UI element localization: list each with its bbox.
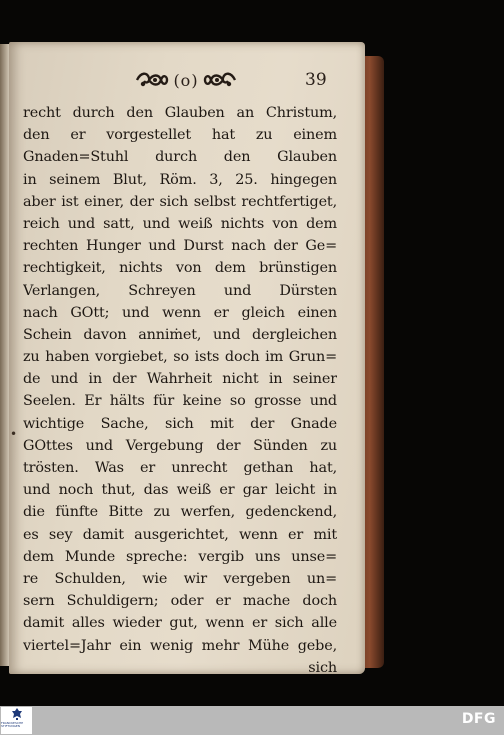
book-page (9, 42, 365, 674)
text-line: die fünfte Bitte zu werfen, gedenckend, (23, 504, 337, 521)
text-line: und noch thut, das weiß er gar leicht in (23, 482, 337, 499)
text-line: Verlangen, Schreyen und Dürsten (23, 282, 337, 299)
catchword: sich (308, 659, 337, 676)
text-line: zu haben vorgiebet, so ists doch im Grun= (23, 349, 337, 366)
text-line: dem Munde spreche: vergib uns unse= (23, 548, 337, 565)
text-line: viertel=Jahr ein wenig mehr Mühe gebe, (23, 637, 337, 654)
margin-mark: • (10, 427, 18, 441)
text-line: rechten Hunger und Durst nach der Ge= (23, 238, 337, 255)
text-line: den er vorgestellet hat zu einem (23, 127, 337, 144)
text-line: damit alles wieder gut, wenn er sich alle (23, 615, 337, 632)
logo-caption: FRANCKESCHE STIFTUNGEN (1, 721, 24, 728)
text-line: in seinem Blut, Röm. 3, 25. hingegen (23, 171, 337, 188)
text-line: wichtige Sache, sich mit der Gnade (23, 415, 337, 432)
dfg-logo[interactable]: DFG (461, 711, 496, 727)
text-line: es sey damit ausgerichtet, wenn er mit (23, 526, 337, 543)
text-line: de und in der Wahrheit nicht in seiner (23, 371, 337, 388)
text-line: aber ist einer, der sich selbst rechtfertiget, (23, 193, 337, 210)
text-line: nach GOtt; und wenn er gleich einen (23, 304, 337, 321)
body-text (23, 102, 337, 679)
text-line: Seelen. Er hälts für keine so grosse und (23, 393, 337, 410)
ornament-center-text: (o) (173, 70, 199, 90)
ornament-right-icon (203, 70, 237, 90)
text-line: sern Schuldigern; oder er mache doch (23, 593, 337, 610)
viewer-footer-bar (0, 706, 504, 735)
header-ornament (127, 68, 245, 92)
francke-foundation-logo[interactable] (1, 707, 32, 734)
text-line: rechtigkeit, nichts von dem brünstigen (23, 260, 337, 277)
crest-icon (10, 707, 24, 721)
text-line: trösten. Was er unrecht gethan hat, (23, 460, 337, 476)
text-line: Schein davon anniṁet, und dergleichen (23, 326, 337, 343)
text-line: re Schulden, wie wir vergeben un= (23, 570, 337, 587)
previous-page-edge (0, 44, 9, 666)
text-line: Gnaden=Stuhl durch den Glauben (23, 149, 337, 166)
ornament-left-icon (135, 70, 169, 90)
text-line: GOttes und Vergebung der Sünden zu (23, 437, 337, 454)
text-line: reich und satt, und weiß nichts von dem (23, 215, 337, 232)
text-line: recht durch den Glauben an Christum, (23, 105, 337, 121)
page-number: 39 (305, 70, 327, 90)
